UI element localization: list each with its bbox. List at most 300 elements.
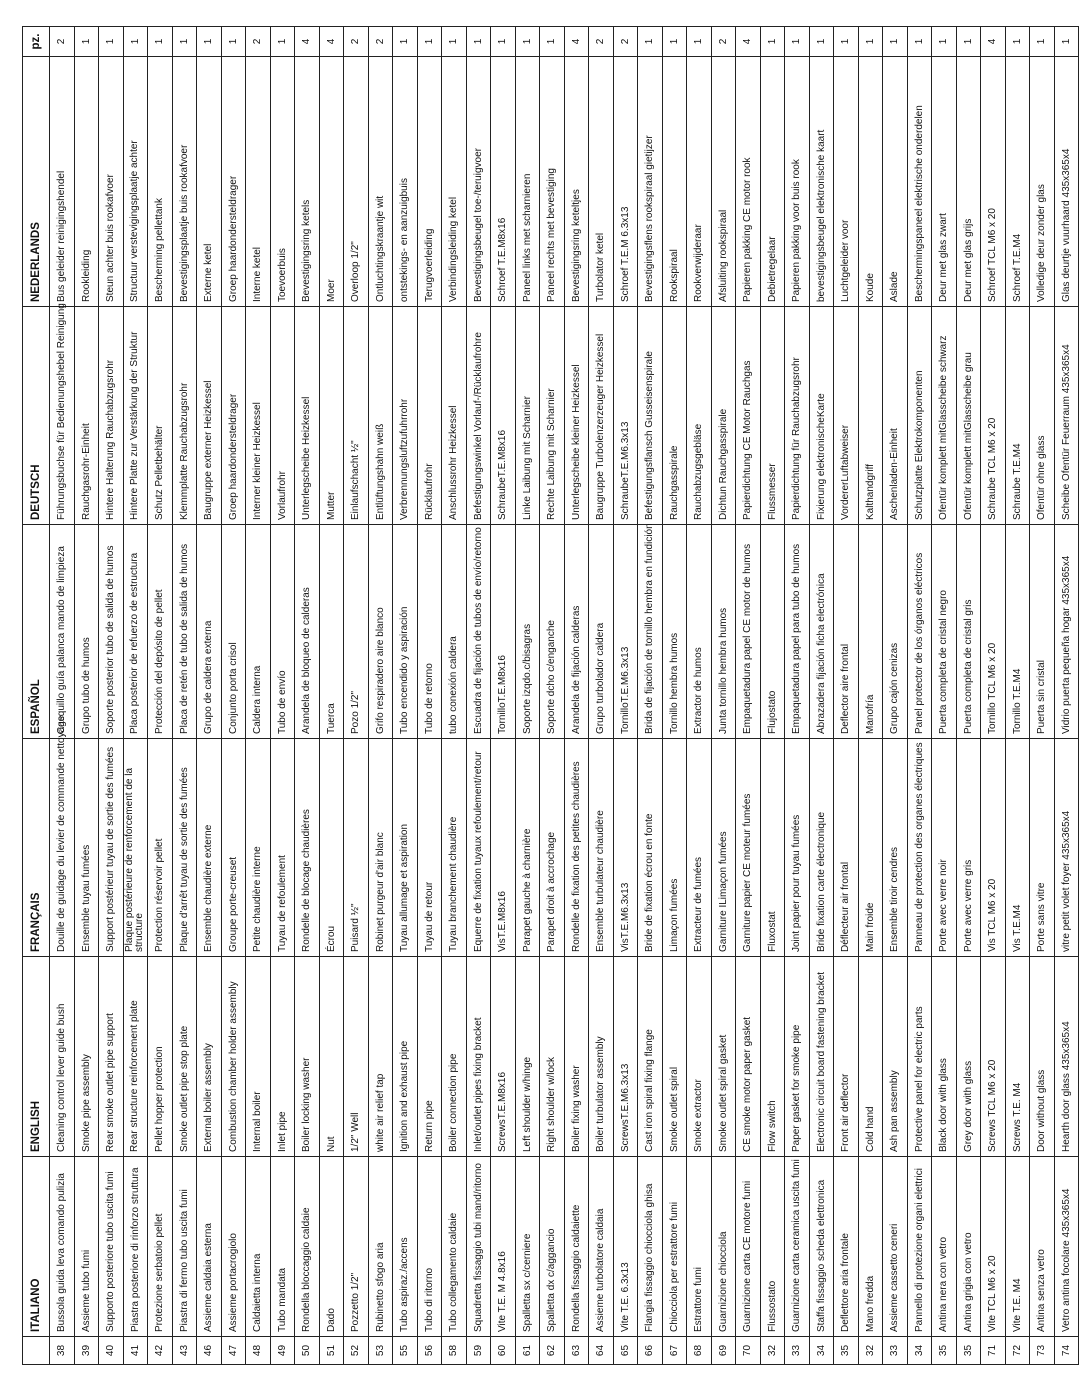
cell-italiano: Guarnizione carta ceramica uscita fumi bbox=[785, 1157, 810, 1337]
cell-quantity: 2 bbox=[344, 27, 369, 57]
cell-espanol: Arandela de fijación calderas bbox=[564, 525, 589, 739]
cell-quantity: 1 bbox=[932, 27, 957, 57]
cell-nederlands: Overloop 1/2" bbox=[344, 57, 369, 307]
table-row bbox=[515, 27, 540, 1365]
item-number: 42 bbox=[148, 1337, 173, 1365]
cell-quantity: 1 bbox=[442, 27, 467, 57]
cell-english: CE smoke motor paper gasket bbox=[736, 957, 761, 1157]
cell-english: ScrewsT.E.M6.3x13 bbox=[613, 957, 638, 1157]
cell-english: white air relief tap bbox=[368, 957, 393, 1157]
cell-nederlands: Bevestigingsflens rookspiraal gietijzer bbox=[638, 57, 663, 307]
cell-espanol: Panel protector de los órganos eléctricos bbox=[907, 525, 932, 739]
item-number: 59 bbox=[466, 1337, 491, 1365]
cell-italiano: Deflettore aria frontale bbox=[834, 1157, 859, 1337]
cell-english: Rear structure reinforcement plate bbox=[123, 957, 148, 1157]
cell-espanol: TornilloT.E.M6.3x13 bbox=[613, 525, 638, 739]
cell-deutsch: Schutzplatte Elektrokomponenten bbox=[907, 307, 932, 525]
cell-deutsch: Baugruppe externer Heizkessel bbox=[197, 307, 222, 525]
cell-english: Door without glass bbox=[1030, 957, 1055, 1157]
item-number: 63 bbox=[564, 1337, 589, 1365]
cell-nederlands: Glas deurtje vuurhaard 435x365x4 bbox=[1054, 57, 1079, 307]
cell-english: Black door with glass bbox=[932, 957, 957, 1157]
header-italiano: ITALIANO bbox=[23, 1157, 50, 1337]
cell-francais: Ensemble tiroir cendres bbox=[883, 739, 908, 957]
cell-francais: Porte sans vitre bbox=[1030, 739, 1055, 957]
cell-english: Electronic circuit board fastening bracket bbox=[809, 957, 834, 1157]
cell-nederlands: Rookspiraal bbox=[662, 57, 687, 307]
item-number: 43 bbox=[172, 1337, 197, 1365]
cell-quantity: 2 bbox=[50, 27, 75, 57]
cell-nederlands: Steun achter buis rookafvoer bbox=[99, 57, 124, 307]
item-number: 35 bbox=[956, 1337, 981, 1365]
header-nederlands: NEDERLANDS bbox=[23, 57, 50, 307]
table-row bbox=[270, 27, 295, 1365]
cell-francais: Bride de fixation écrou en fonte bbox=[638, 739, 663, 957]
cell-espanol: tubo conexión caldera bbox=[442, 525, 467, 739]
cell-francais: Petite chaudière interne bbox=[246, 739, 271, 957]
table-row bbox=[589, 27, 614, 1365]
cell-nederlands: Schroef T.E.M8x16 bbox=[491, 57, 516, 307]
cell-english: Boiler fixing washer bbox=[564, 957, 589, 1157]
cell-quantity: 1 bbox=[1030, 27, 1055, 57]
cell-deutsch: Groep haardondersteldrager bbox=[221, 307, 246, 525]
cell-english: Protective panel for electric parts bbox=[907, 957, 932, 1157]
cell-deutsch: Kalthandgriff bbox=[858, 307, 883, 525]
cell-english: Front air deflector bbox=[834, 957, 859, 1157]
cell-italiano: Protezione serbatoio pellet bbox=[148, 1157, 173, 1337]
table-row bbox=[785, 27, 810, 1365]
cell-quantity: 2 bbox=[368, 27, 393, 57]
item-number: 33 bbox=[785, 1337, 810, 1365]
item-number: 38 bbox=[50, 1337, 75, 1365]
item-number: 46 bbox=[197, 1337, 222, 1365]
item-number: 65 bbox=[613, 1337, 638, 1365]
cell-francais: Robinet purgeur d'air blanc bbox=[368, 739, 393, 957]
cell-quantity: 1 bbox=[393, 27, 418, 57]
item-number: 70 bbox=[736, 1337, 761, 1365]
cell-francais: Rondelle de blocage chaudières bbox=[295, 739, 320, 957]
cell-italiano: Pannello di protezione organi elettrici bbox=[907, 1157, 932, 1337]
item-number: 34 bbox=[907, 1337, 932, 1365]
cell-quantity: 1 bbox=[197, 27, 222, 57]
cell-english: Smoke extractor bbox=[687, 957, 712, 1157]
cell-nederlands: Schroef TCL M6 x 20 bbox=[981, 57, 1006, 307]
cell-nederlands: Deur met glas zwart bbox=[932, 57, 957, 307]
cell-nederlands: Luchtgeleider voor bbox=[834, 57, 859, 307]
cell-francais: Écrou bbox=[319, 739, 344, 957]
cell-espanol: Brida de fijación de tornillo hembra en fundición bbox=[638, 525, 663, 739]
cell-espanol: Caldera interna bbox=[246, 525, 271, 739]
item-number: 32 bbox=[760, 1337, 785, 1365]
cell-english: Flow switch bbox=[760, 957, 785, 1157]
cell-francais: Porte avec verre gris bbox=[956, 739, 981, 957]
item-number: 74 bbox=[1054, 1337, 1079, 1365]
cell-nederlands: Turbolator ketel bbox=[589, 57, 614, 307]
cell-espanol: Tornillo hembra humos bbox=[662, 525, 687, 739]
item-number: 51 bbox=[319, 1337, 344, 1365]
cell-english: Screws TCL M6 x 20 bbox=[981, 957, 1006, 1157]
cell-espanol: Pozo 1/2" bbox=[344, 525, 369, 739]
cell-quantity: 1 bbox=[687, 27, 712, 57]
item-number: 66 bbox=[638, 1337, 663, 1365]
cell-francais: VisT.E.M8x16 bbox=[491, 739, 516, 957]
cell-espanol: Vidrio puerta pequeña hogar 435x365x4 bbox=[1054, 525, 1079, 739]
cell-francais: Rondelle de fixation des petites chaudières bbox=[564, 739, 589, 957]
cell-quantity: 1 bbox=[907, 27, 932, 57]
cell-nederlands: Debietregelaar bbox=[760, 57, 785, 307]
cell-quantity: 1 bbox=[834, 27, 859, 57]
cell-espanol: Escuadra de fijación de tubos de envío/retorno bbox=[466, 525, 491, 739]
cell-francais: Groupe porte-creuset bbox=[221, 739, 246, 957]
cell-francais: Parapet gauche à charnière bbox=[515, 739, 540, 957]
header-number bbox=[23, 1337, 50, 1365]
item-number: 56 bbox=[417, 1337, 442, 1365]
cell-italiano: Caldaietta interna bbox=[246, 1157, 271, 1337]
table-row bbox=[197, 27, 222, 1365]
cell-francais: Puisard ½" bbox=[344, 739, 369, 957]
cell-francais: Ensemble turbulateur chaudière bbox=[589, 739, 614, 957]
cell-espanol: Extractor de humos bbox=[687, 525, 712, 739]
cell-francais: Tuyau de refoulement bbox=[270, 739, 295, 957]
table-row bbox=[442, 27, 467, 1365]
cell-quantity: 1 bbox=[858, 27, 883, 57]
item-number: 62 bbox=[540, 1337, 565, 1365]
cell-italiano: Flangia fissaggio chiocciola ghisa bbox=[638, 1157, 663, 1337]
item-number: 41 bbox=[123, 1337, 148, 1365]
item-number: 60 bbox=[491, 1337, 516, 1365]
cell-quantity: 1 bbox=[1054, 27, 1079, 57]
cell-nederlands: Deur met glas grijs bbox=[956, 57, 981, 307]
cell-deutsch: Interner kleiner Heizkessel bbox=[246, 307, 271, 525]
cell-english: Smoke outlet spiral bbox=[662, 957, 687, 1157]
cell-italiano: Supporto posteriore tubo uscita fumi bbox=[99, 1157, 124, 1337]
cell-english: Combustion chamber holder assembly bbox=[221, 957, 246, 1157]
cell-espanol: Junta tornillo hembra humos bbox=[711, 525, 736, 739]
cell-english: Return pipe bbox=[417, 957, 442, 1157]
item-number: 39 bbox=[74, 1337, 99, 1365]
cell-deutsch: Verbrennungsluftzufuhrrohr bbox=[393, 307, 418, 525]
cell-deutsch: Ofentür ohne glass bbox=[1030, 307, 1055, 525]
cell-english: Hearth door glass 435x365x4 bbox=[1054, 957, 1079, 1157]
cell-espanol: Protección del depósito de pellet bbox=[148, 525, 173, 739]
cell-nederlands: Structuur verstevigingsplaatje achter bbox=[123, 57, 148, 307]
cell-english: Inlet/outlet pipes fixing bracket bbox=[466, 957, 491, 1157]
parts-table bbox=[22, 26, 1079, 1365]
cell-deutsch: Dichtun Rauchgasspirale bbox=[711, 307, 736, 525]
cell-italiano: Tubo aspiraz./accens bbox=[393, 1157, 418, 1337]
cell-deutsch: Baugruppe Turbolenzerzeuger Heizkessel bbox=[589, 307, 614, 525]
cell-english: Screws T.E. M4 bbox=[1005, 957, 1030, 1157]
cell-espanol: Casquillo guía palanca mando de limpieza bbox=[50, 525, 75, 739]
cell-quantity: 1 bbox=[883, 27, 908, 57]
cell-deutsch: VordererLuftabweiser bbox=[834, 307, 859, 525]
cell-english: Right shoulder w/lock bbox=[540, 957, 565, 1157]
cell-nederlands: Bus geleider reinigingshendel bbox=[50, 57, 75, 307]
cell-italiano: Vite T.E. M4 bbox=[1005, 1157, 1030, 1337]
cell-francais: Ensemble chaudière externe bbox=[197, 739, 222, 957]
table-row bbox=[809, 27, 834, 1365]
cell-english: Nut bbox=[319, 957, 344, 1157]
table-row bbox=[172, 27, 197, 1365]
cell-francais: Garniture ILimaçon fumées bbox=[711, 739, 736, 957]
table-row bbox=[466, 27, 491, 1365]
cell-espanol: Arandela de bloqueo de calderas bbox=[295, 525, 320, 739]
item-number: 35 bbox=[834, 1337, 859, 1365]
cell-francais: Porte avec verre noir bbox=[932, 739, 957, 957]
table-row bbox=[760, 27, 785, 1365]
item-number: 64 bbox=[589, 1337, 614, 1365]
item-number: 71 bbox=[981, 1337, 1006, 1365]
cell-nederlands: Paneel links met scharnieren bbox=[515, 57, 540, 307]
table-row bbox=[883, 27, 908, 1365]
cell-english: Paper gasket for smoke pipe bbox=[785, 957, 810, 1157]
cell-italiano: Assieme portacrogiolo bbox=[221, 1157, 246, 1337]
cell-quantity: 2 bbox=[589, 27, 614, 57]
cell-quantity: 1 bbox=[540, 27, 565, 57]
table-row bbox=[907, 27, 932, 1365]
cell-deutsch: Aschenladen-Einheit bbox=[883, 307, 908, 525]
cell-quantity: 2 bbox=[711, 27, 736, 57]
table-row bbox=[368, 27, 393, 1365]
cell-nederlands: bevestigingsbeugel elektronische kaart bbox=[809, 57, 834, 307]
table-row bbox=[711, 27, 736, 1365]
cell-nederlands: Bevestigingsbeugel toe-/teruigvoer bbox=[466, 57, 491, 307]
cell-italiano: Staffa fissaggio scheda elettronica bbox=[809, 1157, 834, 1337]
cell-espanol: Soporte posterior tubo de salida de humos bbox=[99, 525, 124, 739]
cell-english: Rear smoke outlet pipe support bbox=[99, 957, 124, 1157]
table-row bbox=[221, 27, 246, 1365]
cell-espanol: Puerta completa de cristal gris bbox=[956, 525, 981, 739]
cell-nederlands: Moer bbox=[319, 57, 344, 307]
cell-italiano: Vite T.E. 6.3x13 bbox=[613, 1157, 638, 1337]
cell-english: Internal boiler bbox=[246, 957, 271, 1157]
cell-italiano: Assieme tubo fumi bbox=[74, 1157, 99, 1337]
cell-espanol: Tuerca bbox=[319, 525, 344, 739]
table-row bbox=[50, 27, 75, 1365]
cell-italiano: Antina senza vetro bbox=[1030, 1157, 1055, 1337]
item-number: 47 bbox=[221, 1337, 246, 1365]
cell-italiano: Assieme caldaia esterna bbox=[197, 1157, 222, 1337]
cell-nederlands: Volledige deur zonder glas bbox=[1030, 57, 1055, 307]
cell-nederlands: ontstekings- en aanzuigbuis bbox=[393, 57, 418, 307]
cell-italiano: Rubinetto sfogo aria bbox=[368, 1157, 393, 1337]
cell-deutsch: Scheibe Ofentür Feuerraum 435x365x4 bbox=[1054, 307, 1079, 525]
cell-espanol: Tornillo TCL M6 x 20 bbox=[981, 525, 1006, 739]
cell-espanol: TornilloT.E.M8x16 bbox=[491, 525, 516, 739]
cell-francais: Panneau de protection des organes électriques bbox=[907, 739, 932, 957]
cell-italiano: Bussola guida leva comando pulizia bbox=[50, 1157, 75, 1337]
cell-italiano: Assieme cassetto ceneri bbox=[883, 1157, 908, 1337]
cell-nederlands: Afsluiting rookspiraal bbox=[711, 57, 736, 307]
table-row bbox=[956, 27, 981, 1365]
table-row bbox=[148, 27, 173, 1365]
cell-espanol: Empaquetadura papel CE motor de humos bbox=[736, 525, 761, 739]
item-number: 53 bbox=[368, 1337, 393, 1365]
cell-english: Ignition and exhaust pipe bbox=[393, 957, 418, 1157]
cell-quantity: 1 bbox=[760, 27, 785, 57]
table-row bbox=[687, 27, 712, 1365]
cell-quantity: 1 bbox=[491, 27, 516, 57]
table-row bbox=[1030, 27, 1055, 1365]
cell-english: Grey door with glass bbox=[956, 957, 981, 1157]
cell-quantity: 1 bbox=[466, 27, 491, 57]
cell-english: Cleaning control lever guide bush bbox=[50, 957, 75, 1157]
table-row bbox=[613, 27, 638, 1365]
cell-nederlands: Rookleiding bbox=[74, 57, 99, 307]
cell-quantity: 1 bbox=[785, 27, 810, 57]
cell-nederlands: Externe ketel bbox=[197, 57, 222, 307]
cell-italiano: Vite TCL M6 x 20 bbox=[981, 1157, 1006, 1337]
cell-espanol: Placa de retén de tubo de salida de humos bbox=[172, 525, 197, 739]
cell-francais: Plaque d'arrêt tuyau de sortie des fumées bbox=[172, 739, 197, 957]
header-espanol: ESPAÑOL bbox=[23, 525, 50, 739]
item-number: 40 bbox=[99, 1337, 124, 1365]
item-number: 35 bbox=[932, 1337, 957, 1365]
cell-english: Smoke outlet spiral gasket bbox=[711, 957, 736, 1157]
cell-francais: VisT.E.M6.3x13 bbox=[613, 739, 638, 957]
table-row bbox=[932, 27, 957, 1365]
cell-espanol: Tubo encendido y aspiración bbox=[393, 525, 418, 739]
item-number: 48 bbox=[246, 1337, 271, 1365]
cell-deutsch: Befestigungsflansch Gusseisenspirale bbox=[638, 307, 663, 525]
table-row bbox=[564, 27, 589, 1365]
cell-deutsch: Schutz Pelletbehälter bbox=[148, 307, 173, 525]
cell-francais: Protection réservoir pellet bbox=[148, 739, 173, 957]
cell-italiano: Antina nera con vetro bbox=[932, 1157, 957, 1337]
item-number: 73 bbox=[1030, 1337, 1055, 1365]
cell-quantity: 1 bbox=[172, 27, 197, 57]
cell-italiano: Tubo di ritorno bbox=[417, 1157, 442, 1337]
cell-italiano: Guarnizione carta CE motore fumi bbox=[736, 1157, 761, 1337]
cell-italiano: Spalletta sx c/cerniere bbox=[515, 1157, 540, 1337]
table-row bbox=[295, 27, 320, 1365]
table-row bbox=[99, 27, 124, 1365]
item-number: 68 bbox=[687, 1337, 712, 1365]
cell-quantity: 4 bbox=[981, 27, 1006, 57]
cell-nederlands: Papieren pakking voor buis rook bbox=[785, 57, 810, 307]
cell-espanol: Empaquetadura papel para tubo de humos bbox=[785, 525, 810, 739]
item-number: 32 bbox=[858, 1337, 883, 1365]
cell-nederlands: Groep haardondersteldrager bbox=[221, 57, 246, 307]
cell-english: Cold hand bbox=[858, 957, 883, 1157]
cell-italiano: Antina grigia con vetro bbox=[956, 1157, 981, 1337]
item-number: 61 bbox=[515, 1337, 540, 1365]
item-number: 67 bbox=[662, 1337, 687, 1365]
cell-francais: Parapet droit à accrochage bbox=[540, 739, 565, 957]
cell-nederlands: Verbindingsleiding ketel bbox=[442, 57, 467, 307]
cell-nederlands: Schroef T.E.M4 bbox=[1005, 57, 1030, 307]
cell-nederlands: Beschermingspaneel elektrische onderdelen bbox=[907, 57, 932, 307]
cell-espanol: Flujostato bbox=[760, 525, 785, 739]
table-row bbox=[736, 27, 761, 1365]
item-number: 34 bbox=[809, 1337, 834, 1365]
cell-francais: Support postérieur tuyau de sortie des fumées bbox=[99, 739, 124, 957]
item-number: 50 bbox=[295, 1337, 320, 1365]
cell-quantity: 4 bbox=[295, 27, 320, 57]
cell-english: Smoke pipe assembly bbox=[74, 957, 99, 1157]
cell-nederlands: Koude bbox=[858, 57, 883, 307]
cell-nederlands: Bescherming pellettank bbox=[148, 57, 173, 307]
table-row bbox=[417, 27, 442, 1365]
cell-espanol: Grupo cajón cenizas bbox=[883, 525, 908, 739]
cell-deutsch: Flussmesser bbox=[760, 307, 785, 525]
cell-deutsch: Papierdichtung für Rauchabzugsrohr bbox=[785, 307, 810, 525]
cell-deutsch: Befestigungswinkel Vorlauf-/Rücklaufrohre bbox=[466, 307, 491, 525]
cell-deutsch: Vorlaufrohr bbox=[270, 307, 295, 525]
cell-deutsch: Ofentür komplett mitGlasscheibe grau bbox=[956, 307, 981, 525]
table-row bbox=[834, 27, 859, 1365]
cell-english: Smoke outlet pipe stop plate bbox=[172, 957, 197, 1157]
cell-deutsch: Ofentür komplett mitGlasscheibe schwarz bbox=[932, 307, 957, 525]
cell-espanol: Deflector aire frontal bbox=[834, 525, 859, 739]
cell-francais: vitre petit volet foyer 435x365x4 bbox=[1054, 739, 1079, 957]
cell-francais: Fluxostat bbox=[760, 739, 785, 957]
table-row bbox=[344, 27, 369, 1365]
cell-espanol: Grupo tubo de humos bbox=[74, 525, 99, 739]
table-row bbox=[393, 27, 418, 1365]
cell-deutsch: Linke Laibung mit Scharnier bbox=[515, 307, 540, 525]
cell-english: Boiler connection pipe bbox=[442, 957, 467, 1157]
cell-quantity: 4 bbox=[736, 27, 761, 57]
cell-quantity: 2 bbox=[246, 27, 271, 57]
cell-quantity: 1 bbox=[809, 27, 834, 57]
header-deutsch: DEUTSCH bbox=[23, 307, 50, 525]
cell-deutsch: Papierdichtung CE Motor Rauchgas bbox=[736, 307, 761, 525]
table-row bbox=[123, 27, 148, 1365]
table-row bbox=[858, 27, 883, 1365]
cell-italiano: Estrattore fumi bbox=[687, 1157, 712, 1337]
item-number: 52 bbox=[344, 1337, 369, 1365]
cell-nederlands: Papieren pakking CE motor rook bbox=[736, 57, 761, 307]
cell-francais: Garniture papier CE moteur fumées bbox=[736, 739, 761, 957]
table-row bbox=[319, 27, 344, 1365]
cell-italiano: Rondella bloccaggio caldaie bbox=[295, 1157, 320, 1337]
item-number: 72 bbox=[1005, 1337, 1030, 1365]
cell-espanol: Puerta completa de cristal negro bbox=[932, 525, 957, 739]
table-row bbox=[1005, 27, 1030, 1365]
table-row bbox=[74, 27, 99, 1365]
table-row bbox=[662, 27, 687, 1365]
cell-deutsch: Unterlegscheibe Heizkessel bbox=[295, 307, 320, 525]
cell-quantity: 4 bbox=[564, 27, 589, 57]
cell-deutsch: SchraubeT.E.M8x16 bbox=[491, 307, 516, 525]
cell-english: 1/2" Well bbox=[344, 957, 369, 1157]
cell-espanol: Tornillo T.E.M4 bbox=[1005, 525, 1030, 739]
cell-italiano: Tubo collegamento caldaie bbox=[442, 1157, 467, 1337]
table-row bbox=[1054, 27, 1079, 1365]
cell-nederlands: Aslade bbox=[883, 57, 908, 307]
item-number: 69 bbox=[711, 1337, 736, 1365]
cell-francais: Tuyau branchement chaudière bbox=[442, 739, 467, 957]
cell-italiano: Rondella fissaggio caldaiette bbox=[564, 1157, 589, 1337]
cell-deutsch: Hintere Halterung Rauchabzugsrohr bbox=[99, 307, 124, 525]
table-row bbox=[981, 27, 1006, 1365]
table-row bbox=[246, 27, 271, 1365]
cell-espanol: Grupo de caldera externa bbox=[197, 525, 222, 739]
cell-nederlands: Bevestigingsplaatje buis rookafvoer bbox=[172, 57, 197, 307]
cell-english: External boiler assembly bbox=[197, 957, 222, 1157]
cell-deutsch: Unterlegscheibe kleiner Heizkessel bbox=[564, 307, 589, 525]
table-row bbox=[491, 27, 516, 1365]
cell-english: ScrewsT.E.M8x16 bbox=[491, 957, 516, 1157]
cell-deutsch: Rauchgasspirale bbox=[662, 307, 687, 525]
cell-francais: Douille de guidage du levier de commande nettoyage bbox=[50, 739, 75, 957]
cell-francais: Vis T.E.M4 bbox=[1005, 739, 1030, 957]
cell-italiano: Assieme turbolatore caldaia bbox=[589, 1157, 614, 1337]
cell-quantity: 1 bbox=[221, 27, 246, 57]
cell-espanol: Conjunto porta crisol bbox=[221, 525, 246, 739]
cell-english: Boiler locking washer bbox=[295, 957, 320, 1157]
